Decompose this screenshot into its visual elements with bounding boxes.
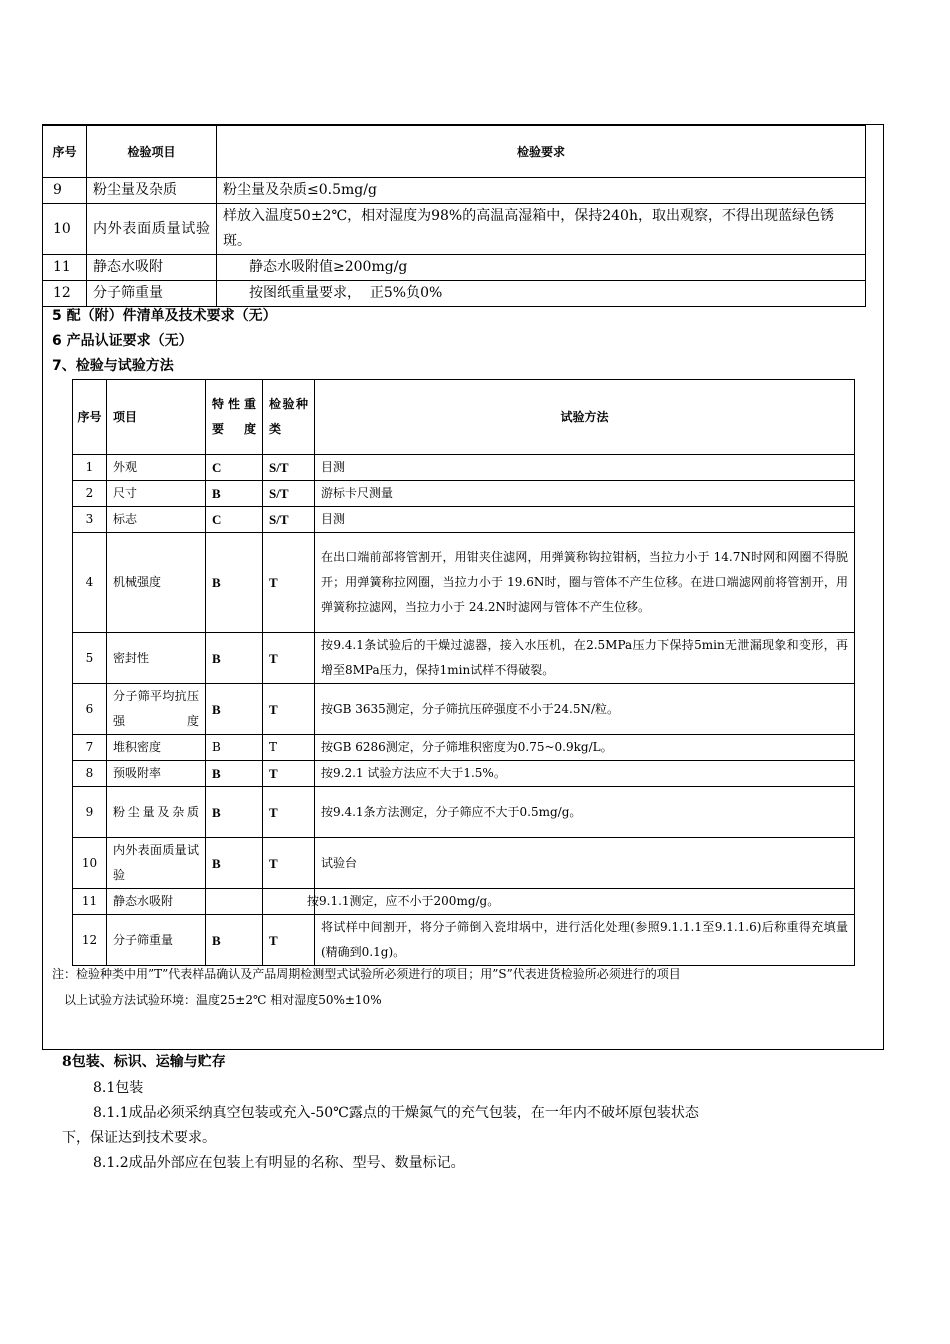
row-importance: B bbox=[206, 915, 263, 966]
row-requirement: 按图纸重量要求， 正5%负0% bbox=[217, 281, 866, 307]
row-no: 6 bbox=[73, 684, 107, 735]
row-no: 1 bbox=[73, 455, 107, 481]
table1-header-row bbox=[43, 126, 866, 178]
row-method: 按9.4.1条试验后的干燥过滤器，接入水压机，在2.5MPa压力下保持5min无泄漏现象和变形，再增至8MPa压力，保持1min试样不得破裂。 bbox=[315, 633, 855, 684]
row-no: 7 bbox=[73, 735, 107, 761]
row-no: 5 bbox=[73, 633, 107, 684]
table-row bbox=[43, 281, 866, 307]
row-no: 9 bbox=[73, 787, 107, 838]
table-row bbox=[73, 684, 855, 735]
row-method: 试验台 bbox=[315, 838, 855, 889]
row-type: T bbox=[263, 735, 315, 761]
row-item: 预吸附率 bbox=[107, 761, 206, 787]
row-no: 11 bbox=[73, 889, 107, 915]
table2-header-item: 项目 bbox=[107, 380, 206, 455]
row-method: 将试样中间割开，将分子筛倒入瓷坩埚中，进行活化处理(参照9.1.1.1至9.1.1.6)后称重得充填量(精确到0.1g)。 bbox=[315, 915, 855, 966]
row-importance: B bbox=[206, 761, 263, 787]
table2-header-type: 检验种类 bbox=[263, 380, 315, 455]
row-no: 12 bbox=[73, 915, 107, 966]
table-row bbox=[43, 178, 866, 204]
para-8-1-2: 8.1.2成品外部应在包装上有明显的名称、型号、数量标记。 bbox=[93, 1155, 465, 1171]
row-type: S/T bbox=[263, 507, 315, 533]
row-method: 按9.1.1测定，应不小于200mg/g。 bbox=[315, 889, 855, 915]
row-method: 按9.4.1条方法测定，分子筛应不大于0.5mg/g。 bbox=[315, 787, 855, 838]
section-8-heading: 8包装、标识、运输与贮存 bbox=[62, 1054, 226, 1070]
row-requirement: 样放入温度50±2℃，相对湿度为98%的高温高湿箱中，保持240h，取出观察，不得出现蓝绿色锈斑。 bbox=[217, 204, 866, 255]
row-item: 标志 bbox=[107, 507, 206, 533]
row-item: 分子筛平均抗压强度 bbox=[107, 684, 206, 735]
row-method: 在出口端前部将管割开，用钳夹住滤网，用弹簧称钩拉钳柄，当拉力小于 14.7N时网和网圈不得脱开；用弹簧称拉网圈，当拉力小于 19.6N时，圈与管体不产生位移。在进口端滤网前将管割开，用弹簧称拉滤网，当拉力小于 24.2N时滤网与管体不产生位移。 bbox=[315, 533, 855, 633]
row-no: 12 bbox=[43, 281, 87, 307]
row-importance: B bbox=[206, 633, 263, 684]
section-7-heading: 7、检验与试验方法 bbox=[52, 358, 174, 374]
row-no: 9 bbox=[43, 178, 87, 204]
note-test-environment: 以上试验方法试验环境：温度25±2℃ 相对湿度50%±10% bbox=[64, 993, 382, 1007]
inspection-requirements-table bbox=[42, 125, 866, 307]
para-8-1: 8.1包装 bbox=[93, 1080, 144, 1096]
section-6-heading: 6 产品认证要求（无） bbox=[52, 333, 193, 349]
row-type: T bbox=[263, 761, 315, 787]
row-type: T bbox=[263, 633, 315, 684]
row-type: T bbox=[263, 838, 315, 889]
row-item: 尺寸 bbox=[107, 481, 206, 507]
row-method: 按GB 3635测定，分子筛抗压碎强度不小于24.5N/粒。 bbox=[315, 684, 855, 735]
row-no: 10 bbox=[73, 838, 107, 889]
table1-header-req: 检验要求 bbox=[217, 126, 866, 178]
row-method: 目测 bbox=[315, 507, 855, 533]
row-importance: B bbox=[206, 838, 263, 889]
row-type: S/T bbox=[263, 455, 315, 481]
row-importance: C bbox=[206, 455, 263, 481]
row-item: 分子筛重量 bbox=[87, 281, 217, 307]
row-importance: C bbox=[206, 507, 263, 533]
row-item: 内外表面质量试验 bbox=[107, 838, 206, 889]
table1-header-item: 检验项目 bbox=[87, 126, 217, 178]
table-row bbox=[73, 633, 855, 684]
row-item: 内外表面质量试验 bbox=[87, 204, 217, 255]
table-row bbox=[43, 255, 866, 281]
row-item: 粉尘量及杂质 bbox=[107, 787, 206, 838]
row-importance: B bbox=[206, 684, 263, 735]
row-no: 4 bbox=[73, 533, 107, 633]
row-requirement: 静态水吸附值≥200mg/g bbox=[217, 255, 866, 281]
row-importance: B bbox=[206, 481, 263, 507]
table-row bbox=[73, 533, 855, 633]
table2-header-row bbox=[73, 380, 855, 455]
row-no: 3 bbox=[73, 507, 107, 533]
row-item: 堆积密度 bbox=[107, 735, 206, 761]
table-row bbox=[73, 889, 855, 915]
row-importance: B bbox=[206, 533, 263, 633]
para-8-1-1-cont: 下，保证达到技术要求。 bbox=[62, 1130, 216, 1146]
row-requirement: 粉尘量及杂质≤0.5mg/g bbox=[217, 178, 866, 204]
row-importance: B bbox=[206, 787, 263, 838]
para-8-1-1: 8.1.1成品必须采纳真空包装或充入-50℃露点的干燥氮气的充气包装，在一年内不破坏原包装状态 bbox=[93, 1105, 699, 1121]
row-type: T bbox=[263, 533, 315, 633]
table-row bbox=[73, 915, 855, 966]
row-item: 外观 bbox=[107, 455, 206, 481]
table2-header-importance: 特性重要度 bbox=[206, 380, 263, 455]
row-method: 按9.2.1 试验方法应不大于1.5%。 bbox=[315, 761, 855, 787]
row-item: 机械强度 bbox=[107, 533, 206, 633]
table-row bbox=[73, 735, 855, 761]
row-no: 8 bbox=[73, 761, 107, 787]
table-row bbox=[73, 455, 855, 481]
row-item: 密封性 bbox=[107, 633, 206, 684]
row-method: 目测 bbox=[315, 455, 855, 481]
row-importance: B bbox=[206, 735, 263, 761]
table-row bbox=[73, 838, 855, 889]
row-method: 按GB 6286测定，分子筛堆积密度为0.75~0.9kg/L。 bbox=[315, 735, 855, 761]
table-row bbox=[73, 481, 855, 507]
row-method: 游标卡尺测量 bbox=[315, 481, 855, 507]
row-item: 静态水吸附 bbox=[87, 255, 217, 281]
table2-header-no: 序号 bbox=[73, 380, 107, 455]
row-type: T bbox=[263, 684, 315, 735]
table1-header-no: 序号 bbox=[43, 126, 87, 178]
row-item: 分子筛重量 bbox=[107, 915, 206, 966]
table2-header-method: 试验方法 bbox=[315, 380, 855, 455]
table-row bbox=[73, 507, 855, 533]
test-methods-table bbox=[72, 379, 855, 966]
table-row bbox=[43, 204, 866, 255]
row-no: 10 bbox=[43, 204, 87, 255]
table-row bbox=[73, 761, 855, 787]
row-importance bbox=[206, 889, 263, 915]
row-item: 粉尘量及杂质 bbox=[87, 178, 217, 204]
row-type: T bbox=[263, 787, 315, 838]
table-row bbox=[73, 787, 855, 838]
row-no: 2 bbox=[73, 481, 107, 507]
row-item: 静态水吸附 bbox=[107, 889, 206, 915]
row-type: T bbox=[263, 915, 315, 966]
row-type: S/T bbox=[263, 481, 315, 507]
section-5-heading: 5 配（附）件清单及技术要求（无） bbox=[52, 308, 277, 324]
note-inspection-type: 注：检验种类中用”T”代表样品确认及产品周期检测型式试验所必须进行的项目；用”S”代表进货检验所必须进行的项目 bbox=[52, 967, 681, 981]
row-no: 11 bbox=[43, 255, 87, 281]
